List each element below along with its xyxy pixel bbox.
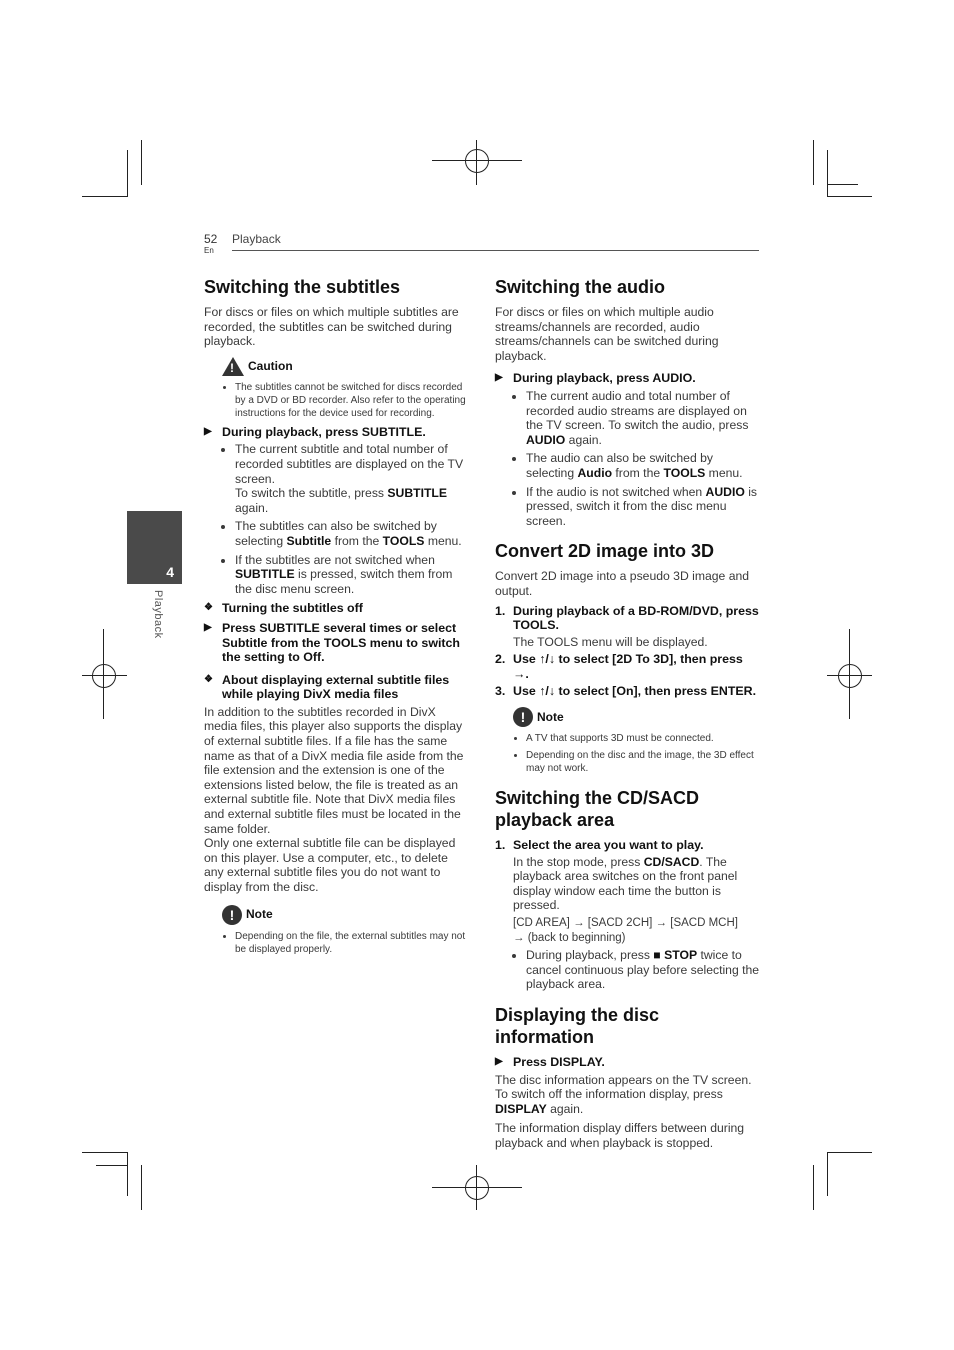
left-column <box>204 276 470 960</box>
sacd-bullets <box>495 948 760 992</box>
list-item: • During playback, press ■ STOP twice to cancel continuous play before selecting the playback area. <box>526 948 760 992</box>
triangle-bullet-icon: ▶ <box>495 372 503 384</box>
caution-item: • The subtitles cannot be switched for discs recorded by a DVD or BD recorder. Also refer to the operating instructions for the device used for recording. <box>235 381 470 420</box>
right-arrow-icon: → <box>573 917 585 930</box>
list-item: • The current subtitle and total number of recorded subtitles are displayed on the TV screen. To switch the subtitle, press SUBTITLE again. <box>235 442 470 515</box>
external-subtitle-heading: ❖ About displaying external subtitle files while playing DivX media files <box>204 672 450 702</box>
sacd-instructions: In the stop mode, press CD/SACD. The playback area switches on the front panel display window each time the button is pressed. <box>513 854 738 913</box>
right-arrow-icon: → <box>513 931 525 944</box>
list-item: • If the audio is not switched when AUDIO is pressed, switch it from the disc menu screen. <box>526 485 760 529</box>
triangle-bullet-icon: ▶ <box>204 425 212 437</box>
audio-heading: Switching the audio <box>495 277 665 297</box>
disc-info-step: ▶ Press DISPLAY. <box>495 1055 605 1069</box>
diamond-bullet-icon: ❖ <box>204 673 213 685</box>
subtitles-heading: Switching the subtitles <box>204 277 401 297</box>
page-number: 52 <box>204 232 218 246</box>
right-column <box>495 276 760 1156</box>
convert-3d-intro: Convert 2D image into a pseudo 3D image and output. <box>495 569 750 598</box>
exclamation-icon: ! <box>513 707 533 727</box>
convert-step-1-result: The TOOLS menu will be displayed. <box>513 634 708 649</box>
note-label: Note <box>246 907 273 922</box>
audio-bullets <box>495 389 760 528</box>
triangle-bullet-icon: ▶ <box>204 621 212 633</box>
diamond-bullet-icon: ❖ <box>204 602 213 614</box>
convert-step-1: 1. During playback of a BD-ROM/DVD, press TOOLS. <box>495 603 759 633</box>
list-item: • If the subtitles are not switched when SUBTITLE is pressed, switch them from the disc menu screen. <box>235 553 470 597</box>
right-arrow-icon: → <box>513 666 526 681</box>
triangle-bullet-icon: ▶ <box>495 1056 503 1067</box>
up-down-arrow-icon: ↑/↓ <box>539 652 556 667</box>
disc-info-para2: The information display differs between during playback and when playback is stopped. <box>495 1121 745 1150</box>
note-label: Note <box>537 709 564 724</box>
disc-info-para1: The disc information appears on the TV screen. To switch off the information display, press DISPLAY again. <box>495 1072 752 1116</box>
convert-step-3: 3. Use ↑/↓ to select [On], then press ENTER. <box>495 684 757 699</box>
sacd-sequence: [CD AREA] → [SACD 2CH] → [SACD MCH] → (back to beginning) <box>513 917 738 944</box>
section-title: Playback <box>232 232 281 246</box>
sacd-heading: Switching the CD/SACD playback area <box>495 788 700 831</box>
external-subtitle-para2: Only one external subtitle file can be displayed on this player. Use a computer, etc., to delete any external subtitle files you do not want to display from the disc. <box>204 836 456 894</box>
list-item: • The subtitles can also be switched by selecting Subtitle from the TOOLS menu. <box>235 519 470 548</box>
up-down-arrow-icon: ↑/↓ <box>539 684 556 699</box>
note-box <box>222 905 470 925</box>
disc-info-heading: Displaying the disc information <box>495 1005 660 1047</box>
audio-step: ▶ During playback, press AUDIO. <box>495 371 696 386</box>
subtitle-bullets <box>204 442 470 596</box>
convert-step-2: 2. Use ↑/↓ to select [2D To 3D], then press →. <box>495 652 743 681</box>
caution-list <box>204 381 470 420</box>
language-code: En <box>204 246 214 255</box>
convert-3d-heading: Convert 2D image into 3D <box>495 541 715 562</box>
subtitles-off-heading: ❖ Turning the subtitles off <box>204 601 363 616</box>
warning-icon: ! <box>222 357 244 376</box>
note-list <box>204 930 470 956</box>
chapter-number: 4 <box>166 564 174 580</box>
note-box <box>513 707 760 727</box>
caution-label: Caution <box>248 358 293 373</box>
chapter-label: Playback <box>152 590 164 639</box>
subtitle-step: ▶ During playback, press SUBTITLE. <box>204 424 426 439</box>
note-item: • A TV that supports 3D must be connected. <box>526 732 760 745</box>
list-item: • The current audio and total number of recorded audio streams are displayed on the TV screen. To switch the audio, press AUDIO again. <box>526 389 760 447</box>
audio-intro: For discs or files on which multiple audio streams/channels are recorded, audio streams/channels can be switched during playback. <box>495 305 719 363</box>
list-item: • The audio can also be switched by selecting Audio from the TOOLS menu. <box>526 451 760 480</box>
exclamation-icon: ! <box>222 905 242 925</box>
note-item: • Depending on the file, the external subtitles may not be displayed properly. <box>235 930 470 956</box>
sacd-step-1: 1. Select the area you want to play. <box>495 838 704 853</box>
caution-box <box>222 357 470 376</box>
external-subtitle-para1: In addition to the subtitles recorded in DivX media files, this player also supports the display of external subtitle files. If a file has the same name as that of a DivX media file aside from the file extension and the extension is one of the extensions listed below, the file is treated as an external subtitle file. Note that DivX media files and external subtitle files must be located in the same folder. <box>204 704 464 836</box>
header-rule <box>232 250 759 251</box>
note-item: • Depending on the disc and the image, the 3D effect may not work. <box>526 749 760 775</box>
subtitles-intro: For discs or files on which multiple subtitles are recorded, the subtitles can be switched during playback. <box>204 305 459 349</box>
right-arrow-icon: → <box>655 917 668 930</box>
subtitles-off-step: ▶ Press SUBTITLE several times or select Subtitle from the TOOLS menu to switch the setting to Off. <box>204 620 460 665</box>
chapter-tab <box>127 511 182 584</box>
note-list <box>495 732 760 775</box>
